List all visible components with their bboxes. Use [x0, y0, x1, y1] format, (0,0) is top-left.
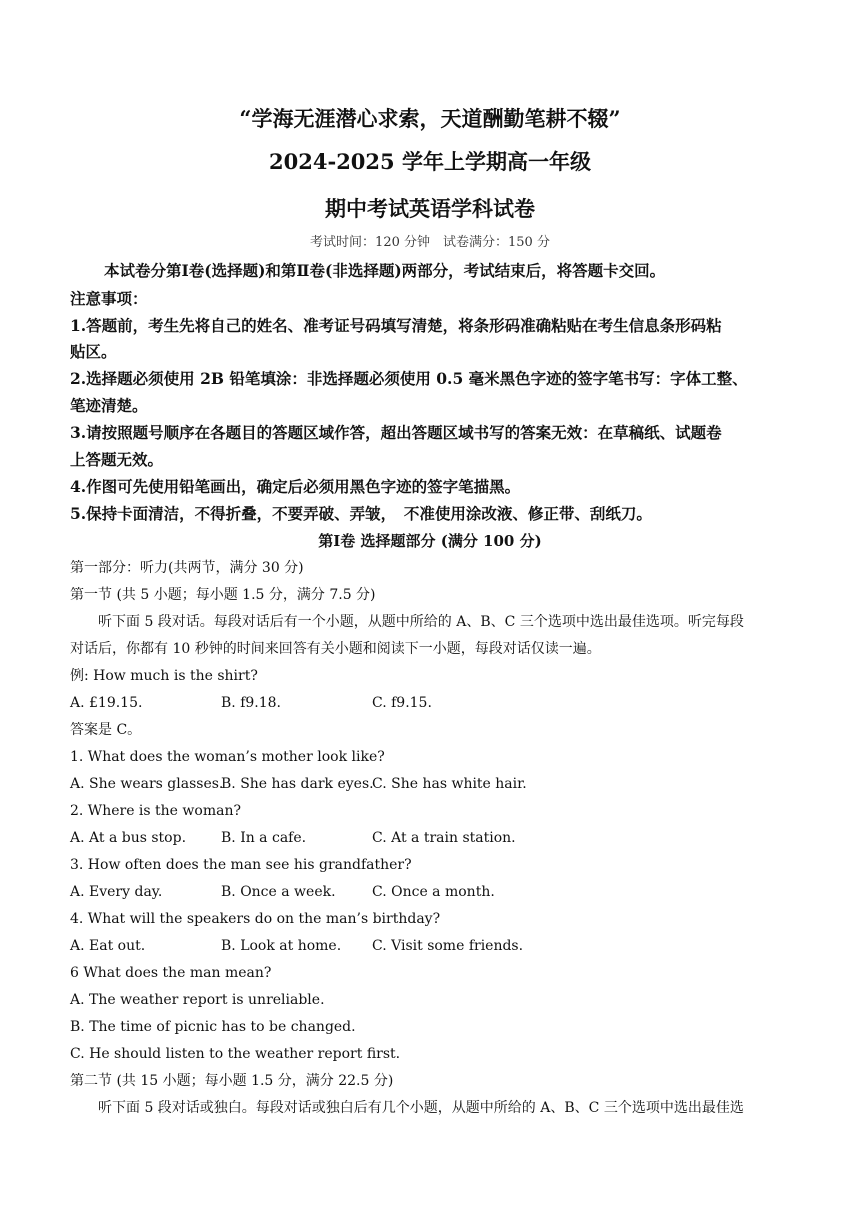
year-title: 2024-2025 学年上学期高一年级	[269, 149, 591, 174]
section-two-instructions: 听下面 5 段对话或独白。每段对话或独白后有几个小题，从题中所给的 A、B、C 三个选项中选出最佳选	[98, 1100, 744, 1116]
question-6-option-c: C. He should listen to the weather report first.	[70, 1046, 401, 1062]
example-option-a: A. £19.15.	[70, 695, 143, 711]
question-1-option-a: A. She wears glasses.	[70, 776, 224, 792]
part-one-heading: 第一部分：听力(共两节，满分 30 分)	[70, 560, 304, 576]
notice-item-1: 1.答题前，考生先将自己的姓名、准考证号码填写清楚，将条形码准确粘贴在考生信息条形码粘	[70, 316, 722, 335]
question-4: 4. What will the speakers do on the man’s birthday?	[70, 911, 441, 927]
question-4-option-a: A. Eat out.	[70, 938, 146, 954]
question-3-option-c: C. Once a month.	[372, 884, 495, 900]
motto-title: “学海无涯潜心求索，天道酬勤笔耕不辍”	[239, 106, 621, 131]
question-4-option-c: C. Visit some friends.	[372, 938, 524, 954]
question-2-option-c: C. At a train station.	[372, 830, 516, 846]
question-1: 1. What does the woman’s mother look like?	[70, 749, 385, 765]
section-one-heading: 第一节 (共 5 小题；每小题 1.5 分，满分 7.5 分)	[70, 587, 376, 603]
question-2: 2. Where is the woman?	[70, 803, 241, 819]
notice-item-3: 3.请按照题号顺序在各题目的答题区域作答，超出答题区域书写的答案无效：在草稿纸、试题卷	[70, 423, 722, 442]
section-one-instructions: 听下面 5 段对话。每段对话后有一个小题，从题中所给的 A、B、C 三个选项中选出最佳选项。听完每段	[98, 614, 744, 630]
question-3: 3. How often does the man see his grandfather?	[70, 857, 412, 873]
notice-heading: 注意事项：	[70, 289, 148, 308]
notice-item-1-cont: 贴区。	[70, 342, 117, 361]
notice-item-2: 2.选择题必须使用 2B 铅笔填涂：非选择题必须使用 0.5 毫米黑色字迹的签字笔书写：字体工整、	[70, 369, 748, 388]
question-1-option-c: C. She has white hair.	[372, 776, 527, 792]
notice-item-2-cont: 笔迹清楚。	[70, 396, 148, 415]
notice-item-4: 4.作图可先使用铅笔画出，确定后必须用黑色字迹的签字笔描黑。	[70, 477, 521, 496]
notice-item-3-cont: 上答题无效。	[70, 450, 164, 469]
example-question: 例: How much is the shirt?	[70, 668, 258, 684]
example-option-b: B. f9.18.	[221, 695, 281, 711]
exam-info: 考试时间：120 分钟 试卷满分：150 分	[310, 235, 550, 250]
question-4-option-b: B. Look at home.	[221, 938, 342, 954]
section-two-heading: 第二节 (共 15 小题；每小题 1.5 分，满分 22.5 分)	[70, 1073, 394, 1089]
intro-text: 本试卷分第Ⅰ卷(选择题)和第Ⅱ卷(非选择题)两部分，考试结束后，将答题卡交回。	[104, 261, 666, 280]
question-2-option-a: A. At a bus stop.	[70, 830, 187, 846]
question-6-option-a: A. The weather report is unreliable.	[70, 992, 325, 1008]
exam-title: 期中考试英语学科试卷	[325, 196, 535, 221]
section-title: 第Ⅰ卷 选择题部分 (满分 100 分)	[318, 532, 542, 550]
example-option-c: C. f9.15.	[372, 695, 432, 711]
question-6-option-b: B. The time of picnic has to be changed.	[70, 1019, 356, 1035]
example-answer: 答案是 C。	[70, 722, 142, 738]
question-2-option-b: B. In a cafe.	[221, 830, 307, 846]
question-3-option-b: B. Once a week.	[221, 884, 336, 900]
question-6: 6 What does the man mean?	[70, 965, 272, 981]
section-one-instructions-cont: 对话后，你都有 10 秒钟的时间来回答有关小题和阅读下一小题，每段对话仅读一遍。	[70, 641, 601, 657]
question-1-option-b: B. She has dark eyes.	[221, 776, 374, 792]
question-3-option-a: A. Every day.	[70, 884, 163, 900]
notice-item-5: 5.保持卡面清洁，不得折叠，不要弄破、弄皱， 不准使用涂改液、修正带、刮纸刀。	[70, 504, 652, 523]
